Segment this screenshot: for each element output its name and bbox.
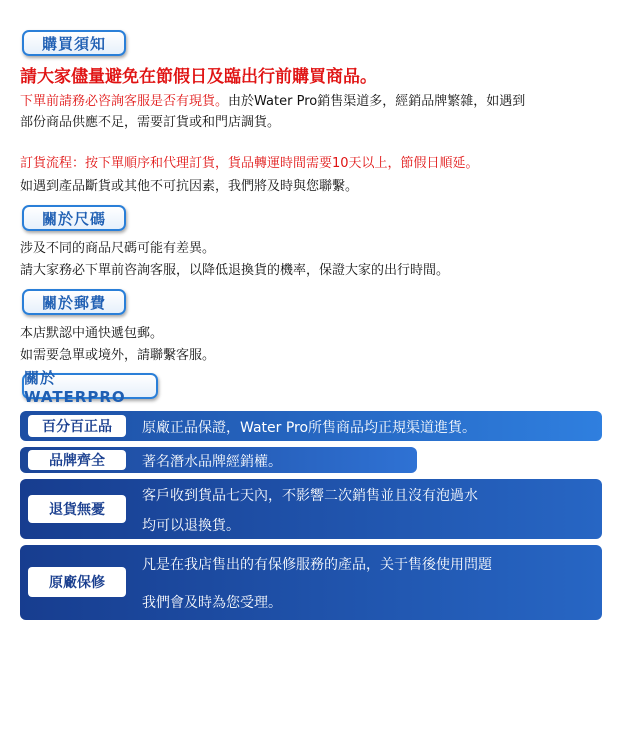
feature-text-brands: 著名潛水品牌經銷權。 (142, 454, 282, 470)
size-line-1: 涉及不同的商品尺碼可能有差異。 (20, 241, 216, 256)
feature-bar-genuine (20, 411, 602, 441)
feature-bar-returns (20, 479, 602, 539)
purchase-notice-tag-label: 購買須知 (41, 34, 106, 53)
purchase-line-3: 訂貨流程：按下單順序和代理訂貨，貨品轉運時間需要10天以上，節假日順延。 (20, 156, 479, 171)
feature-text-genuine: 原廠正品保證，Water Pro所售商品均正規渠道進貨。 (142, 420, 477, 436)
feature-label-warranty: 原廠保修 (28, 567, 126, 597)
shipping-tag-label: 關於郵費 (41, 293, 106, 312)
feature-text-warranty-2: 我們會及時為您受理。 (142, 595, 282, 611)
shipping-tag (22, 289, 126, 315)
size-tag (22, 205, 126, 231)
size-tag-label: 關於尺碼 (41, 209, 106, 228)
feature-label-brands: 品牌齊全 (28, 450, 126, 470)
purchase-notice-tag (22, 30, 126, 56)
feature-text-returns-1: 客戶收到貨品七天內，不影響二次銷售並且沒有泡過水 (142, 488, 478, 504)
size-line-2: 請大家務必下單前咨詢客服，以降低退換貨的機率，保證大家的出行時間。 (20, 263, 450, 278)
purchase-line-2: 部份商品供應不足，需要訂貨或和門店調貨。 (20, 115, 281, 130)
feature-label-returns: 退貨無憂 (28, 495, 126, 523)
about-tag (22, 368, 158, 406)
purchase-headline: 請大家儘量避免在節假日及臨出行前購買商品。 (20, 67, 377, 87)
feature-text-returns-2: 均可以退換貨。 (142, 518, 240, 534)
feature-label-genuine: 百分百正品 (28, 415, 126, 437)
purchase-line-1-red: 下單前請務必咨詢客服是否有現貨。 (20, 94, 229, 109)
feature-bar-brands (20, 447, 417, 473)
feature-text-warranty-1: 凡是在我店售出的有保修服務的產品，关于售後使用問題 (142, 557, 492, 573)
purchase-line-1 (20, 93, 525, 111)
purchase-line-1-black: 由於Water Pro銷售渠道多，經銷品牌繁雜，如遇到 (228, 94, 526, 109)
shipping-line-2: 如需要急單或境外，請聯繫客服。 (20, 348, 216, 363)
purchase-line-4: 如遇到產品斷貨或其他不可抗因素，我們將及時與您聯繫。 (20, 179, 359, 194)
shipping-line-1: 本店默認中通快遞包郵。 (20, 326, 164, 341)
about-tag-label: 關於WATERPRO (24, 368, 126, 406)
feature-bar-warranty (20, 545, 602, 620)
